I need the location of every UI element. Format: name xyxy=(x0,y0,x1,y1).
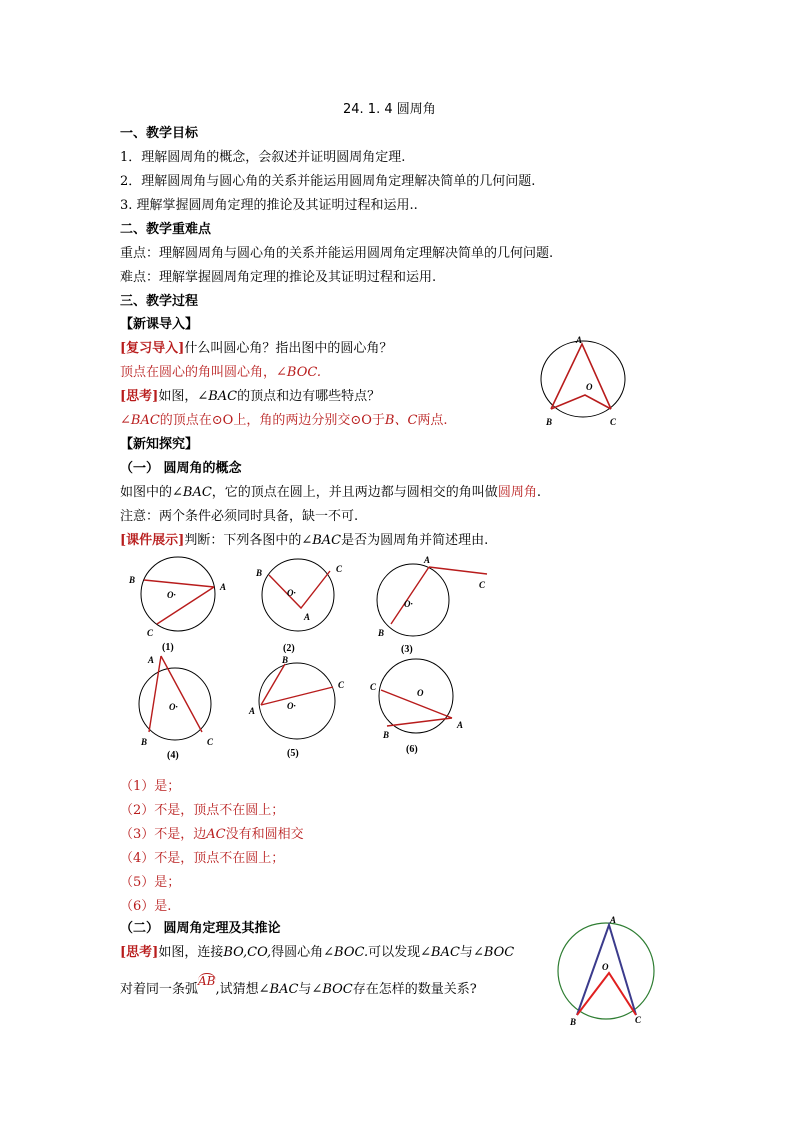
fig1-label-b: B xyxy=(129,575,136,585)
think2-mid: 得圆心角 xyxy=(271,945,324,960)
fig1-label-a: A xyxy=(220,582,227,592)
think-pre: 如图， xyxy=(158,389,198,404)
line2-boc: ∠BOC xyxy=(311,982,353,997)
objective-3: 3. 理解掌握圆周角定理的推论及其证明过程和运用.. xyxy=(120,198,418,213)
answer-3-pre: （3）不是，边 xyxy=(120,827,207,842)
think-angle: ∠BAC xyxy=(197,389,238,404)
new-knowledge-heading: 【新知探究】 xyxy=(120,437,199,452)
figure-5 xyxy=(245,650,360,760)
objective-1: 1．理解圆周角的概念，会叙述并证明圆周角定理. xyxy=(120,150,406,165)
line2-and: 与 xyxy=(298,982,312,997)
line2-bac: ∠BAC xyxy=(258,982,299,997)
fig3-caption: (3) xyxy=(401,644,413,655)
fig2-caption: (2) xyxy=(283,643,295,654)
fig6-label-a: A xyxy=(457,720,464,730)
line2-pre: 对着同一条弧 xyxy=(120,982,199,997)
think2-tag: [思考] xyxy=(120,945,159,960)
thm-label-b: B xyxy=(570,1017,577,1027)
answer-6: （6）是. xyxy=(120,899,172,914)
definition xyxy=(120,484,541,502)
subsection-theorem: （二） 圆周角定理及其推论 xyxy=(120,921,281,936)
section-heading-process: 三、教学过程 xyxy=(120,294,199,309)
answer-5: （5）是； xyxy=(120,875,181,890)
objective-2: 2．理解圆周角与圆心角的关系并能运用圆周角定理解决简单的几何问题. xyxy=(120,174,536,189)
subsection-concept: （一） 圆周角的概念 xyxy=(120,461,242,476)
answer-3 xyxy=(120,826,304,844)
thm-label-a: A xyxy=(610,915,617,925)
think2-bac: ∠BAC xyxy=(420,945,460,960)
figure-4 xyxy=(135,650,245,760)
def-term: 圆周角 xyxy=(497,485,537,500)
show-tag: [课件展示] xyxy=(120,533,185,548)
answer-2: （2）不是，顶点不在圆上； xyxy=(120,803,285,818)
fig1-label-c: C xyxy=(147,628,154,638)
think-question xyxy=(120,388,380,406)
section-heading-key-points: 二、教学重难点 xyxy=(120,222,212,237)
fig2-label-a: A xyxy=(304,612,311,622)
judge-angle: ∠BAC xyxy=(301,533,342,548)
fig3-label-o: O· xyxy=(404,599,413,609)
fig4-label-c: C xyxy=(207,737,214,747)
answer-3-ac: AC xyxy=(206,827,226,842)
fig2-label-o: O· xyxy=(287,588,296,598)
review-answer-text: 顶点在圆心的角叫圆心角， xyxy=(120,365,277,380)
fig4-label-a: A xyxy=(148,655,155,665)
def-mid: ，它的顶点在圆上，并且两边都与圆相交的角叫做 xyxy=(211,485,498,500)
fig5-label-o: O· xyxy=(287,701,296,711)
fig1-caption: (1) xyxy=(162,642,174,653)
think-answer-points: B、C xyxy=(384,413,418,428)
judge-pre: 判断：下列各图中的 xyxy=(184,533,302,548)
review-tag: [复习导入] xyxy=(120,341,185,356)
line2-end: 存在怎样的数量关系? xyxy=(352,982,477,997)
difficult-point: 难点：理解掌握圆周角定理的推论及其证明过程和运用. xyxy=(120,270,437,285)
intro-label-c: C xyxy=(610,417,617,427)
think2-mid2: 可以发现 xyxy=(368,945,421,960)
page-title: 24. 1. 4 圆周角 xyxy=(343,102,436,117)
intro-circle-figure xyxy=(535,335,635,435)
think-tag: [思考] xyxy=(120,389,159,404)
think2-bo: BO,CO, xyxy=(223,945,272,960)
key-point: 重点：理解圆周角与圆心角的关系并能运用圆周角定理解决简单的几何问题. xyxy=(120,246,554,261)
answer-4: （4）不是，顶点不在圆上； xyxy=(120,851,285,866)
answer-1: （1）是； xyxy=(120,779,181,794)
fig2-label-b: B xyxy=(256,568,263,578)
judge-prompt xyxy=(120,532,488,550)
think2-boc2: ∠BOC xyxy=(472,945,515,960)
think-answer-end: 两点. xyxy=(417,413,448,428)
figure-6 xyxy=(368,650,478,760)
figure-2 xyxy=(252,556,362,656)
judge-post: 是否为圆周角并简述理由. xyxy=(341,533,489,548)
review-question xyxy=(120,340,392,358)
line2-mid: ,试猜想 xyxy=(215,982,259,997)
fig1-label-o: O· xyxy=(167,590,176,600)
think2-pre: 如图，连接 xyxy=(158,945,224,960)
intro-label-b: B xyxy=(546,417,553,427)
think2-and: 与 xyxy=(459,945,473,960)
fig5-caption: (5) xyxy=(287,748,299,759)
think-answer-mid: 的顶点在⊙O上，角的两边分别交⊙O于 xyxy=(159,413,385,428)
fig3-label-b: B xyxy=(378,628,385,638)
think2-line-2 xyxy=(120,974,477,999)
fig4-label-o: O· xyxy=(169,702,178,712)
thm-label-c: C xyxy=(635,1015,642,1025)
fig6-label-c: C xyxy=(370,682,377,692)
note: 注意：两个条件必须同时具备，缺一不可. xyxy=(120,509,359,524)
fig6-caption: (6) xyxy=(406,744,418,755)
fig3-label-c: C xyxy=(479,580,486,590)
fig4-caption: (4) xyxy=(167,750,179,761)
fig5-label-a: A xyxy=(249,706,256,716)
answer-3-post: 没有和圆相交 xyxy=(225,827,304,842)
intro-label-o: O xyxy=(586,382,593,392)
new-lesson-heading: 【新课导入】 xyxy=(120,317,199,332)
fig6-label-b: B xyxy=(383,730,390,740)
def-pre: 如图中的 xyxy=(120,485,173,500)
arc-ab: AB xyxy=(198,974,216,988)
think-answer-angle: ∠BAC xyxy=(120,413,160,428)
fig6-label-o: O xyxy=(417,688,424,698)
figure-3 xyxy=(372,556,502,656)
think2-boc: ∠BOC. xyxy=(323,945,369,960)
review-answer xyxy=(120,364,321,382)
think-post: 的顶点和边有哪些特点？ xyxy=(237,389,381,404)
think2-line xyxy=(120,944,514,962)
fig3-label-a: A xyxy=(424,555,431,565)
review-answer-angle: ∠BOC. xyxy=(276,365,321,380)
review-question-text: 什么叫圆心角？指出图中的圆心角？ xyxy=(184,341,393,356)
theorem-circle-figure xyxy=(553,913,663,1028)
figure-1 xyxy=(125,556,235,656)
think-answer xyxy=(120,412,448,430)
intro-label-a: A xyxy=(576,335,583,345)
def-end: . xyxy=(536,485,541,500)
section-heading-objectives: 一、教学目标 xyxy=(120,126,199,141)
fig5-label-b: B xyxy=(282,655,289,665)
fig5-label-c: C xyxy=(338,680,345,690)
def-angle: ∠BAC xyxy=(172,485,212,500)
fig4-label-b: B xyxy=(141,737,148,747)
thm-label-o: O xyxy=(602,962,609,972)
fig2-label-c: C xyxy=(336,564,343,574)
